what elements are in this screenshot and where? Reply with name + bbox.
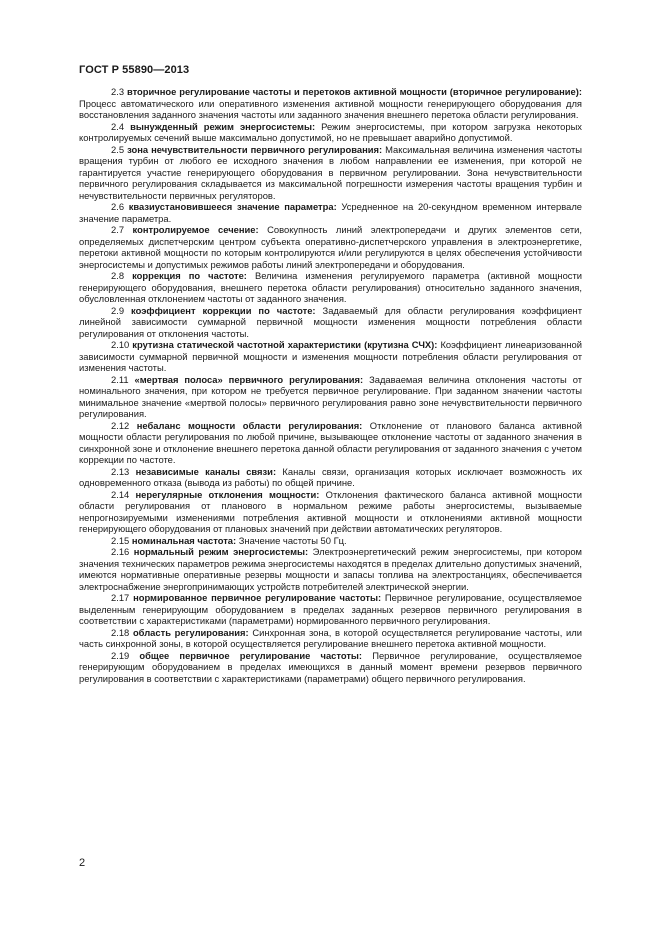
term: нерегулярные отклонения мощности:: [135, 488, 320, 500]
term: крутизна статической частотной характеристики (крутизна СЧХ):: [132, 339, 438, 350]
term: номинальная частота:: [131, 534, 237, 546]
clause-number: 2.18: [111, 626, 130, 638]
definition-2-14: [79, 489, 582, 535]
definition-2-13: [79, 466, 582, 489]
term: нормированное первичное регулирование частоты:: [133, 592, 382, 603]
definition-2-7: [79, 224, 582, 270]
clause-number: 2.3: [111, 86, 125, 97]
definition-2-17: [79, 592, 582, 627]
term: вынужденный режим энергосистемы:: [130, 120, 316, 132]
definitions-list: [79, 86, 582, 684]
definition-text: Режим энергосистемы, при котором загрузка некоторых контролируемых сечений выше максимально допустимой, но не превышает аварийно допустимой.: [79, 120, 582, 143]
definition-text: Электроэнергетический режим энергосистемы, при котором значения технических параметров режима энергосистемы находятся в пределах длительно допустимых значений, имеются нормативные оперативные резервы мощности и запасы топлива на электростанциях, обеспечивается электроснабжение энергопринимающих устройств потребителей электрической энергии.: [79, 546, 582, 592]
definition-text: Величина изменения регулируемого параметра (активной мощности генерирующего оборудования, внешнего перетока области регулирования) относительно заданного значения, обусловленная отклонением частоты от заданного значения.: [79, 270, 583, 304]
clause-number: 2.19: [111, 649, 130, 661]
definition-2-6: [79, 201, 582, 224]
definition-2-5: [79, 144, 582, 202]
definition-text: Максимальная величина изменения частоты вращения турбин от любого ее исходного значения в любом направлении ее изменения, при которой не гарантируется участие генерирующего оборудования в первичном регулировании. Зона нечувствительности первичного регулирования складывается из максимальной погрешности измерения частоты вращения турбин и нечувствительности первичных регуляторов.: [79, 143, 582, 201]
definition-text: Синхронная зона, в которой осуществляется регулирование частоты, или часть синхронной зоны, в которой осуществляется регулирование внешнего перетока активной мощности.: [79, 626, 582, 649]
clause-number: 2.14: [111, 488, 130, 500]
definition-text: Коэффициент линеаризованной зависимости суммарной первичной мощности и изменения мощности потребления области регулирования от изменения частоты.: [79, 339, 582, 373]
clause-number: 2.9: [111, 304, 125, 316]
definition-text: Значение частоты 50 Гц.: [238, 534, 347, 546]
definition-text: Задаваемая величина отклонения частоты от номинального значения, при котором не требуется первичное регулирование. При заданном значении частоты минимальное значение «мертвой полосы» первичного регулирования равно зоне нечувствительности первичного регулирования.: [79, 373, 582, 419]
clause-number: 2.17: [111, 592, 130, 603]
definition-2-11: [79, 374, 582, 420]
definition-text: Отклонение от планового баланса активной мощности области регулирования по любой причине, вызывающее отклонение частоты от заданного значения в синхронной зоне и отклонение внешнего перетока данной области регулирования от заданного значения с учетом коррекции по частоте.: [79, 419, 583, 465]
clause-number: 2.13: [111, 465, 130, 477]
term: нормальный режим энергосистемы:: [133, 546, 309, 557]
clause-number: 2.10: [111, 339, 130, 350]
definition-text: Первичное регулирование, осуществляемое выделенным генерирующим оборудованием в пределах заданных резервов первичного регулирования в соответствии с характеристиками (параметрами) нормированного первичного регулирования.: [79, 592, 582, 626]
term: небаланс мощности области регулирования:: [136, 419, 363, 431]
definition-2-12: [79, 420, 582, 466]
term: общее первичное регулирование частоты:: [139, 649, 363, 661]
page-number: 2: [79, 857, 86, 869]
definition-text: Процесс автоматического или оперативного изменения активной мощности генерирующего оборудования для восстановления заданного значения частоты или заданного значения внешнего перетока области регулирования.: [79, 97, 582, 120]
clause-number: 2.7: [111, 224, 125, 235]
clause-number: 2.11: [111, 373, 129, 385]
clause-number: 2.4: [111, 120, 125, 132]
clause-number: 2.16: [111, 546, 130, 557]
document-header: ГОСТ Р 55890—2013: [79, 64, 190, 76]
term: область регулирования:: [132, 626, 249, 638]
definition-2-9: [79, 305, 582, 340]
term: независимые каналы связи:: [135, 465, 277, 477]
definition-text: Первичное регулирование, осуществляемое генерирующим оборудованием в пределах имеющихся в данный момент времени резервов первичного регулирования в соответствии с характеристиками (параметрами) общего первичного регулирования.: [79, 649, 582, 684]
definition-2-10: [79, 339, 582, 374]
term: вторичное регулирование частоты и перетоков активной мощности (вторичное регулирование):: [126, 86, 582, 97]
definition-text: Задаваемый для области регулирования коэффициент линейной зависимости суммарной первичной мощности изменения мощности потребления области регулирования от отклонения частоты.: [79, 304, 583, 339]
definition-2-15: [79, 535, 582, 547]
term: контролируемое сечение:: [132, 224, 259, 235]
term: «мертвая полоса» первичного регулирования:: [134, 373, 364, 385]
definition-2-16: [79, 546, 582, 592]
clause-number: 2.15: [111, 534, 130, 546]
definition-2-19: [79, 650, 582, 685]
definition-text: Усредненное на 20-секундном временном интервале значение параметра.: [79, 201, 583, 224]
definition-2-8: [79, 270, 582, 305]
clause-number: 2.5: [111, 143, 125, 155]
definition-2-3: [79, 86, 582, 121]
definition-text: Каналы связи, организация которых исключает возможность их одновременного отказа (вывода из работы) по общей причине.: [79, 465, 583, 488]
clause-number: 2.8: [111, 270, 125, 281]
clause-number: 2.12: [111, 419, 130, 431]
definition-text: Отклонения фактического баланса активной мощности области регулирования от планового в нормальном режиме работы энергосистемы, вызываемые непрогнозируемыми изменениями потребления активной мощности и отклонениями активной мощности генерирующего оборудования от плановых значений при действии автоматических регуляторов.: [79, 488, 583, 534]
definition-text: Совокупность линий электропередачи и других элементов сети, определяемых диспетчерским центром субъекта оперативно-диспетчерского управления в электроэнергетике, перетоки активной мощности по которым контролируются и/или регулируются в целях обеспечения устойчивости энергосистемы и допустимых режимов работы линий электропередачи и оборудования.: [79, 224, 582, 270]
term: зона нечувствительности первичного регулирования:: [127, 143, 383, 155]
term: коррекция по частоте:: [132, 270, 247, 281]
definition-2-4: [79, 121, 582, 144]
definition-2-18: [79, 627, 582, 650]
term: коэффициент коррекции по частоте:: [131, 304, 316, 316]
term: квазиустановившееся значение параметра:: [128, 201, 337, 212]
clause-number: 2.6: [111, 201, 125, 212]
